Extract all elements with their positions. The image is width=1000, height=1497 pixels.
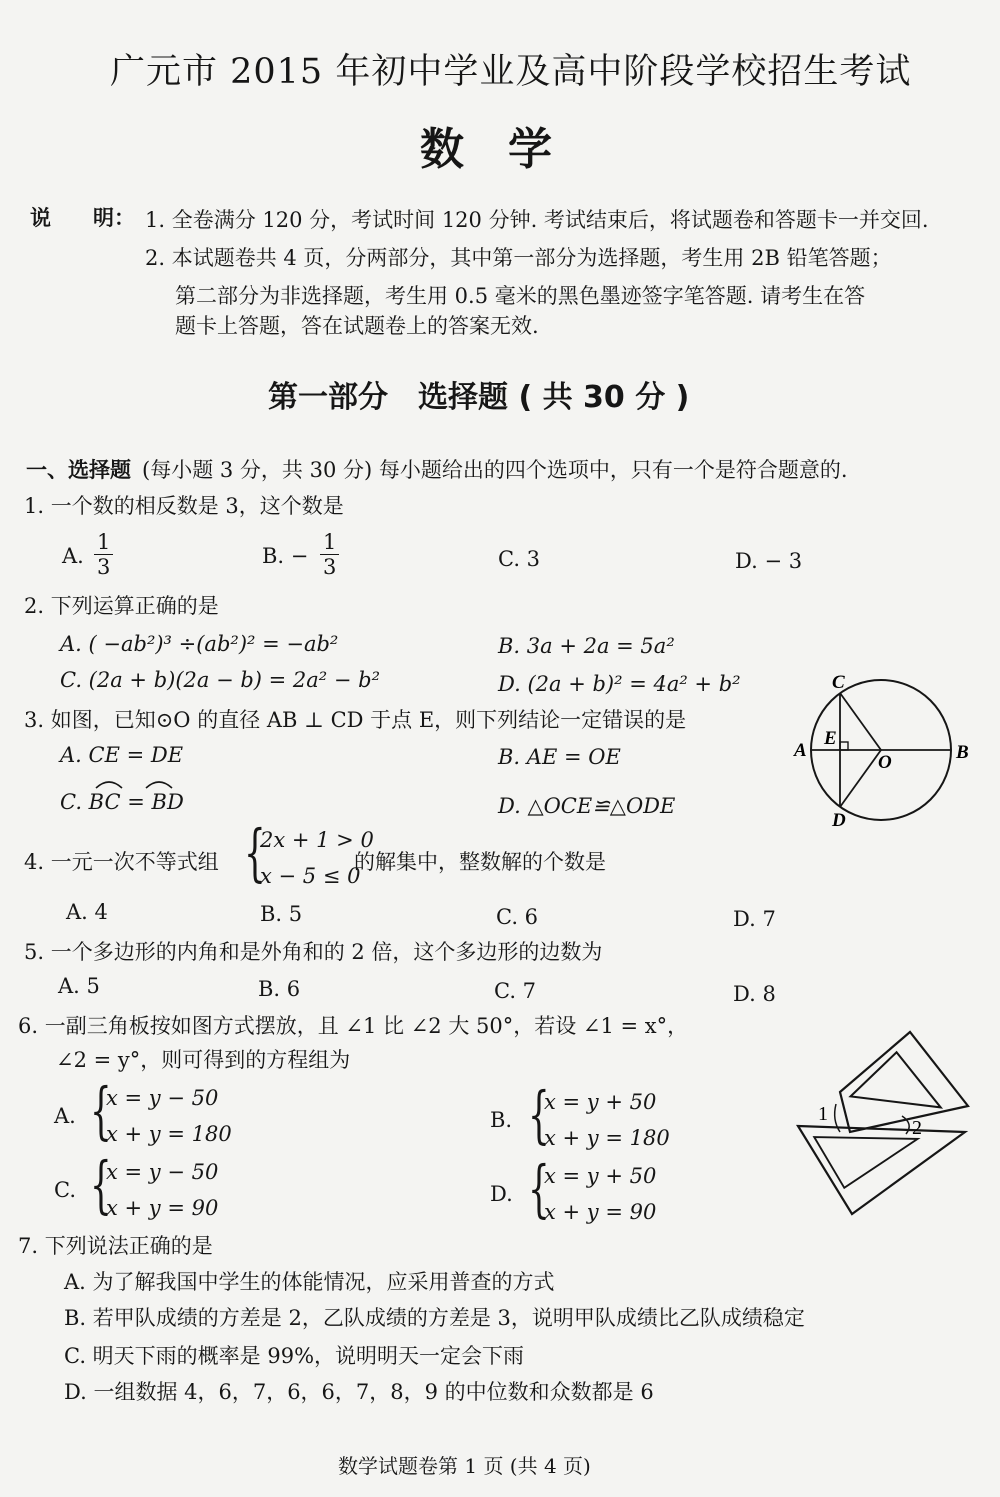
q6-option-b-label: B. <box>490 1108 513 1132</box>
instruction-item-2-end: 题卡上答题，答在试题卷上的答案无效. <box>175 314 539 338</box>
q7-stem: 7. 下列说法正确的是 <box>18 1234 213 1258</box>
set-squares-figure <box>790 1024 980 1220</box>
q1-stem: 1. 一个数的相反数是 3，这个数是 <box>24 494 344 518</box>
q2-option-a: A. ( −ab²)³ ÷(ab²)² = −ab² <box>60 632 339 656</box>
q6-option-d-label: D. <box>490 1182 513 1206</box>
q7-option-a: A. 为了解我国中学生的体能情况，应采用普查的方式 <box>64 1270 555 1294</box>
q3-option-b: B. AE = OE <box>498 745 621 769</box>
point-d-label: D <box>832 810 846 831</box>
point-o-label: O <box>878 752 892 773</box>
q6-option-d-eq1: x = y + 50 <box>544 1164 657 1188</box>
q4-option-d: D. 7 <box>733 907 776 931</box>
instruction-item-1: 1. 全卷满分 120 分，考试时间 120 分钟. 考试结束后，将试题卷和答题卡一并交回. <box>145 208 929 232</box>
q5-option-a: A. 5 <box>58 974 100 998</box>
q3-option-c: C. BC = BD <box>60 790 184 814</box>
angle-2-label: 2 <box>912 1117 922 1139</box>
instruction-item-2: 2. 本试题卷共 4 页，分两部分，其中第一部分为选择题，考生用 2B 铅笔答题； <box>145 246 892 270</box>
q6-option-a-label: A. <box>54 1104 76 1128</box>
q7-option-c: C. 明天下雨的概率是 99%，说明明天一定会下雨 <box>64 1344 525 1368</box>
q6-option-c-label: C. <box>54 1178 76 1202</box>
exam-title: 广元市 2015 年初中学业及高中阶段学校招生考试 <box>110 52 912 92</box>
q4-option-a: A. 4 <box>66 900 108 924</box>
q1-option-c: C. 3 <box>498 547 541 571</box>
q7-option-d: D. 一组数据 4，6，7，6，6，7，8，9 的中位数和众数都是 6 <box>64 1380 654 1404</box>
instruction-item-2-cont: 第二部分为非选择题，考生用 0.5 毫米的黑色墨迹签字笔答题. 请考生在答 <box>175 284 866 308</box>
system-brace: { <box>90 1148 112 1221</box>
q2-option-b: B. 3a + 2a = 5a² <box>498 634 675 658</box>
point-e-label: E <box>824 728 837 749</box>
fraction-numerator: 1 <box>320 530 339 555</box>
fraction-denominator: 3 <box>323 555 337 579</box>
q5-option-b: B. 6 <box>258 977 301 1001</box>
q5-option-d: D. 8 <box>733 982 776 1006</box>
section-description: (每小题 3 分，共 30 分) 每小题给出的四个选项中，只有一个是符合题意的. <box>142 458 848 482</box>
fraction-numerator: 1 <box>94 530 113 555</box>
q1-option-b-fraction <box>320 530 339 579</box>
section-label: 一、选择题 <box>26 458 131 482</box>
q5-option-c: C. 7 <box>494 979 537 1003</box>
point-c-label: C <box>832 672 845 693</box>
arc-marks <box>92 776 182 790</box>
q7-option-b: B. 若甲队成绩的方差是 2，乙队成绩的方差是 3，说明甲队成绩比乙队成绩稳定 <box>64 1306 805 1330</box>
q1-option-d: D. − 3 <box>735 549 803 573</box>
angle-1-label: 1 <box>818 1103 828 1125</box>
q1-option-a-label: A. <box>62 544 84 568</box>
q4-option-b: B. 5 <box>260 902 303 926</box>
subject-title: 数 学 <box>420 124 552 175</box>
instructions-label: 说 明： <box>30 206 135 230</box>
q6-option-c-eq1: x = y − 50 <box>106 1160 219 1184</box>
q3-option-a: A. CE = DE <box>60 743 184 767</box>
q6-option-b-eq2: x + y = 180 <box>544 1126 670 1150</box>
q1-option-a-fraction <box>94 530 113 579</box>
fraction-denominator: 3 <box>97 555 111 579</box>
part1-title: 第一部分 选择题 ( 共 30 分 ) <box>268 380 690 415</box>
system-brace: { <box>528 1078 550 1151</box>
system-brace: { <box>528 1152 550 1225</box>
q3-option-d: D. △OCE≌△ODE <box>498 794 676 818</box>
q2-stem: 2. 下列运算正确的是 <box>24 594 219 618</box>
q6-option-c-eq2: x + y = 90 <box>106 1196 219 1220</box>
q4-inequality-1: 2x + 1 > 0 <box>260 828 374 852</box>
q6-option-a-eq2: x + y = 180 <box>106 1122 232 1146</box>
point-a-label: A <box>794 740 807 761</box>
q6-option-d-eq2: x + y = 90 <box>544 1200 657 1224</box>
q4-option-c: C. 6 <box>496 905 539 929</box>
circle-figure <box>788 668 978 833</box>
point-b-label: B <box>956 742 969 763</box>
page-footer: 数学试题卷第 1 页 (共 4 页) <box>338 1454 591 1478</box>
q6-stem-line1: 6. 一副三角板按如图方式摆放，且 ∠1 比 ∠2 大 50°，若设 ∠1 = x°， <box>18 1014 689 1038</box>
q6-option-b-eq1: x = y + 50 <box>544 1090 657 1114</box>
system-brace: { <box>90 1074 112 1147</box>
q6-stem-line2: ∠2 = y°，则可得到的方程组为 <box>56 1048 351 1072</box>
q5-stem: 5. 一个多边形的内角和是外角和的 2 倍，这个多边形的边数为 <box>24 940 603 964</box>
q4-stem-end: 的解集中，整数解的个数是 <box>354 850 606 874</box>
q2-option-d: D. (2a + b)² = 4a² + b² <box>498 672 741 696</box>
q3-stem: 3. 如图，已知⊙O 的直径 AB ⊥ CD 于点 E，则下列结论一定错误的是 <box>24 708 687 732</box>
q6-option-a-eq1: x = y − 50 <box>106 1086 219 1110</box>
q1-option-b-label: B. − <box>262 544 309 568</box>
q4-stem: 4. 一元一次不等式组 <box>24 850 219 874</box>
q4-inequality-2: x − 5 ≤ 0 <box>260 864 361 888</box>
q2-option-c: C. (2a + b)(2a − b) = 2a² − b² <box>60 668 381 692</box>
system-brace: { <box>244 816 266 889</box>
